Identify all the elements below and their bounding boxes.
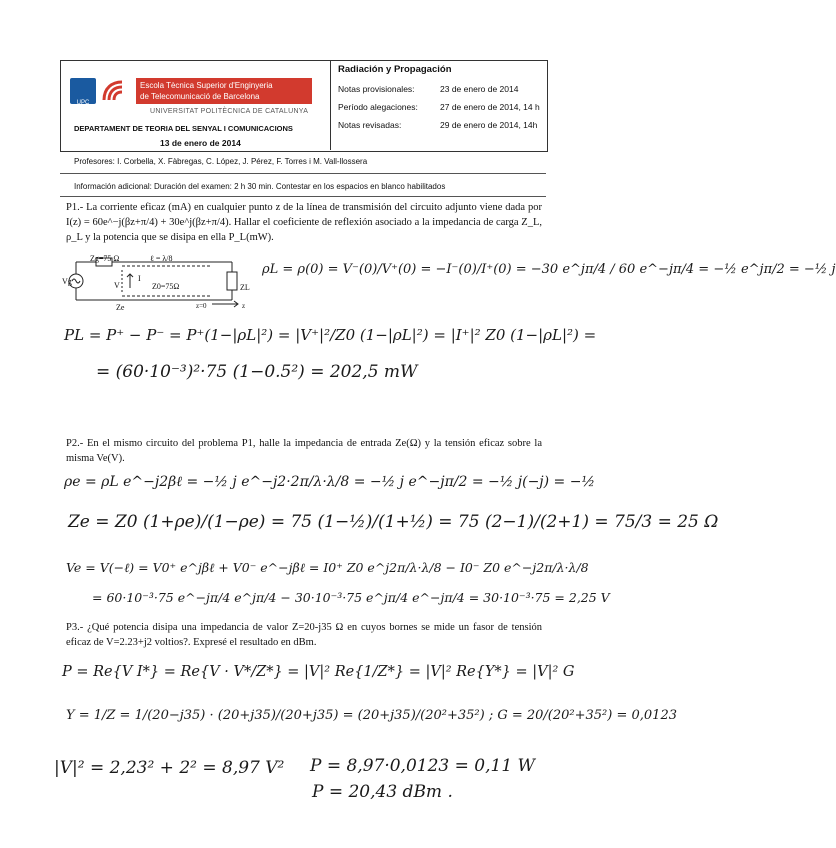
p3-power-dbm: P = 20,43 dBm . [312,782,453,802]
department-name: DEPARTAMENT DE TEORIA DEL SENYAL I COMUNICACIONS [74,124,293,133]
p1-reflection-coefficient: ρL = ρ(0) = V⁻(0)/V⁺(0) = −I⁻(0)/I⁺(0) = −30 e^jπ/4 / 60 e^−jπ/4 = −½ e^jπ/2 = −½ j [262,262,836,277]
p1-power-result: = (60·10⁻³)²·75 (1−0.5²) = 202,5 mW [96,362,418,382]
row-value-alegaciones: 27 de enero de 2014, 14 h [440,102,540,112]
divider [60,173,546,174]
additional-info: Información adicional: Duración del examen: 2 h 30 min. Contestar en los espacios en blanco habilitados [74,182,446,191]
row-label-alegaciones: Período alegaciones: [338,102,418,112]
course-title: Radiación y Propagación [338,64,452,75]
row-value-revisadas: 29 de enero de 2014, 14h [440,120,538,130]
etsetb-logo-icon [100,80,130,102]
p3-admittance: Y = 1/Z = 1/(20−j35) · (20+j35)/(20+j35) = (20+j35)/(20²+35²) ; G = 20/(20²+35²) = 0,0123 [66,708,677,723]
ze-label: Ze [116,303,125,312]
p1-power-expression: PL = P⁺ − P⁻ = P⁺(1−|ρL|²) = |V⁺|²/Z0 (1−|ρL|²) = |I⁺|² Z0 (1−|ρL|²) = [64,326,597,344]
zl-label: ZL [240,283,250,292]
university-name: UNIVERSITAT POLITÈCNICA DE CATALUNYA [150,108,309,115]
p2-ve-result: = 60·10⁻³·75 e^−jπ/4 e^jπ/4 − 30·10⁻³·75 e^jπ/4 e^−jπ/4 = 30·10⁻³·75 = 2,25 V [92,590,610,605]
z0-label: Z0=75Ω [152,282,180,291]
p2-ze: Ze = Z0 (1+ρe)/(1−ρe) = 75 (1−½)/(1+½) = 75 (2−1)/(2+1) = 75/3 = 25 Ω [68,512,719,532]
divider [60,196,546,197]
zg-label: Zg=75 Ω [90,254,120,263]
school-name-line1: Escola Tècnica Superior d'Enginyeria [140,81,273,90]
row-label-revisadas: Notas revisadas: [338,120,402,130]
p3-power-watts: P = 8,97·0,0123 = 0,11 W [310,756,536,776]
p2-rho-e: ρe = ρL e^−j2βℓ = −½ j e^−j2·2π/λ·λ/8 = −½ j e^−jπ/2 = −½ j(−j) = −½ [64,474,596,490]
row-value-provisional: 23 de enero de 2014 [440,84,519,94]
p1-statement: P1.- La corriente eficaz (mA) en cualquier punto z de la línea de transmisión del circuito adjunto viene dada por I(z) = 60e^−j(βz+π/4) + 30e^j(βz+π/4). Hallar el coeficiente de reflexión asociado a la impedancia de carga Z_L, ρ_L y la potencia que se disipa en ella P_L(mW). [66,202,542,243]
p3-power-expression: P = Re{V I*} = Re{V · V*/Z*} = |V|² Re{1/Z*} = |V|² Re{Y*} = |V|² G [62,664,575,680]
i-label: I [138,274,141,283]
length-label: ℓ = λ/8 [150,254,173,263]
p3-statement: P3.- ¿Qué potencia disipa una impedancia de valor Z=20-j35 Ω en cuyos bornes se mide un fasor de tensión eficaz de V=2.23+j2 voltios?. Expresé el resultado en dBm. [66,622,542,648]
vg-label: Vg [62,277,72,286]
v-label: V [114,281,120,290]
p3-voltage-squared: |V|² = 2,23² + 2² = 8,97 V² [54,758,285,778]
z0-position-label: z=0 [196,302,207,310]
p2-statement: P2.- En el mismo circuito del problema P1, halle la impedancia de entrada Ze(Ω) y la tensión eficaz sobre la misma Ve(V). [66,438,542,464]
header-divider [330,60,331,150]
p2-ve-expression: Ve = V(−ℓ) = V0⁺ e^jβℓ + V0⁻ e^−jβℓ = I0⁺ Z0 e^j2π/λ·λ/8 − I0⁻ Z0 e^−j2π/λ·λ/8 [66,560,589,575]
professors-line: Profesores: I. Corbella, X. Fàbregas, C. López, J. Pérez, F. Torres i M. Vall-llossera [74,157,368,166]
upc-logo-text: UPC [76,100,90,106]
exam-date: 13 de enero de 2014 [160,138,241,148]
z-axis-label: z [242,302,246,310]
school-name-line2: de Telecomunicació de Barcelona [140,92,260,101]
row-label-provisional: Notas provisionales: [338,84,415,94]
